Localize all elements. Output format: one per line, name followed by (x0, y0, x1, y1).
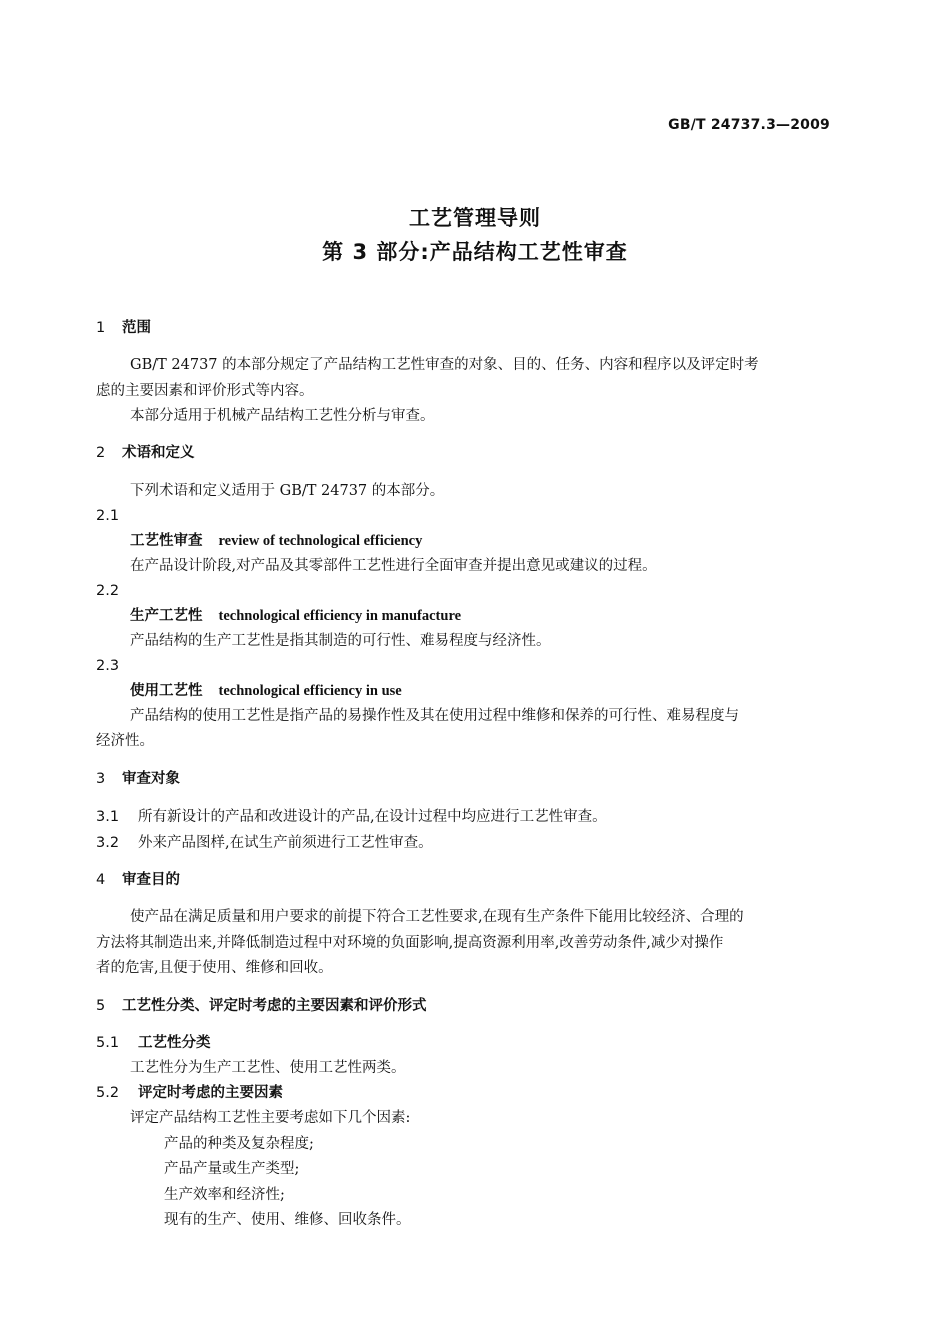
section-1-p2: 本部分适用于机械产品结构工艺性分析与审查。 (130, 408, 435, 424)
factor-item: 产品产量或生产类型; (164, 1161, 300, 1177)
item-text: 所有新设计的产品和改进设计的产品,在设计过程中均应进行工艺性审查。 (138, 809, 607, 825)
subsection-number: 5.2 (96, 1085, 120, 1101)
section-number: 1 (96, 320, 106, 336)
section-2-intro: 下列术语和定义适用于 GB/T 24737 的本部分。 (130, 483, 445, 499)
term-2-3-definition-line2: 经济性。 (96, 733, 154, 749)
section-4-line3: 者的危害,且便于使用、维修和回收。 (96, 960, 333, 976)
subsection-title: 评定时考虑的主要因素 (138, 1085, 283, 1101)
section-title: 术语和定义 (122, 445, 195, 461)
section-4-line2: 方法将其制造出来,并降低制造过程中对环境的负面影响,提高资源利用率,改善劳动条件,减少对操作 (96, 935, 724, 951)
section-1-p1-line2: 虑的主要因素和评价形式等内容。 (96, 383, 314, 399)
section-1-p1-line1: GB/T 24737 的本部分规定了产品结构工艺性审查的对象、目的、任务、内容和程序以及评定时考 (130, 357, 759, 373)
factor-item: 生产效率和经济性; (164, 1187, 285, 1203)
subsection-number: 5.1 (96, 1035, 120, 1051)
term-2-1-definition: 在产品设计阶段,对产品及其零部件工艺性进行全面审查并提出意见或建议的过程。 (130, 558, 657, 574)
section-title: 审查目的 (122, 872, 180, 888)
item-number: 3.2 (96, 835, 120, 851)
item-3-2 (96, 833, 836, 853)
section-title: 工艺性分类、评定时考虑的主要因素和评价形式 (122, 998, 427, 1014)
title-line-2: 第 3 部分:产品结构工艺性审查 (322, 240, 628, 264)
subsection-5-2-heading (96, 1083, 836, 1103)
term-2-2-definition: 产品结构的生产工艺性是指其制造的可行性、难易程度与经济性。 (130, 633, 551, 649)
subsection-5-1-text: 工艺性分为生产工艺性、使用工艺性两类。 (130, 1060, 406, 1076)
section-title: 范围 (122, 320, 151, 336)
section-4-line1: 使产品在满足质量和用户要求的前提下符合工艺性要求,在现有生产条件下能用比较经济、合理的 (130, 909, 744, 925)
section-title: 审查对象 (122, 771, 180, 787)
term-2-2-number: 2.2 (96, 583, 120, 599)
section-1-heading (96, 318, 836, 338)
section-number: 5 (96, 998, 106, 1014)
term-cn: 生产工艺性 (130, 608, 203, 624)
section-number: 2 (96, 445, 106, 461)
term-2-2-heading (130, 606, 870, 626)
item-number: 3.1 (96, 809, 120, 825)
subsection-title: 工艺性分类 (138, 1035, 211, 1051)
subsection-5-2-intro: 评定产品结构工艺性主要考虑如下几个因素: (130, 1110, 411, 1126)
section-3-heading (96, 769, 836, 789)
term-2-3-definition-line1: 产品结构的使用工艺性是指产品的易操作性及其在使用过程中维修和保养的可行性、难易程度与 (130, 708, 739, 724)
item-text: 外来产品图样,在试生产前须进行工艺性审查。 (138, 835, 433, 851)
section-4-heading (96, 870, 836, 890)
section-5-heading (96, 996, 836, 1016)
subsection-5-1-heading (96, 1033, 836, 1053)
section-number: 4 (96, 872, 106, 888)
item-3-1 (96, 807, 836, 827)
standard-number: GB/T 24737.3—2009 (668, 117, 830, 133)
title-line-1: 工艺管理导则 (409, 206, 541, 230)
term-cn: 工艺性审查 (130, 533, 203, 549)
term-cn: 使用工艺性 (130, 683, 203, 699)
term-2-1-heading (130, 531, 870, 551)
term-en: review of technological efficiency (218, 533, 423, 549)
section-2-heading (96, 443, 836, 463)
term-en: technological efficiency in manufacture (218, 608, 462, 624)
section-number: 3 (96, 771, 106, 787)
term-2-3-heading (130, 681, 870, 701)
term-2-1-number: 2.1 (96, 508, 120, 524)
term-en: technological efficiency in use (218, 683, 402, 699)
term-2-3-number: 2.3 (96, 658, 120, 674)
factor-item: 现有的生产、使用、维修、回收条件。 (164, 1212, 411, 1228)
factor-item: 产品的种类及复杂程度; (164, 1136, 314, 1152)
